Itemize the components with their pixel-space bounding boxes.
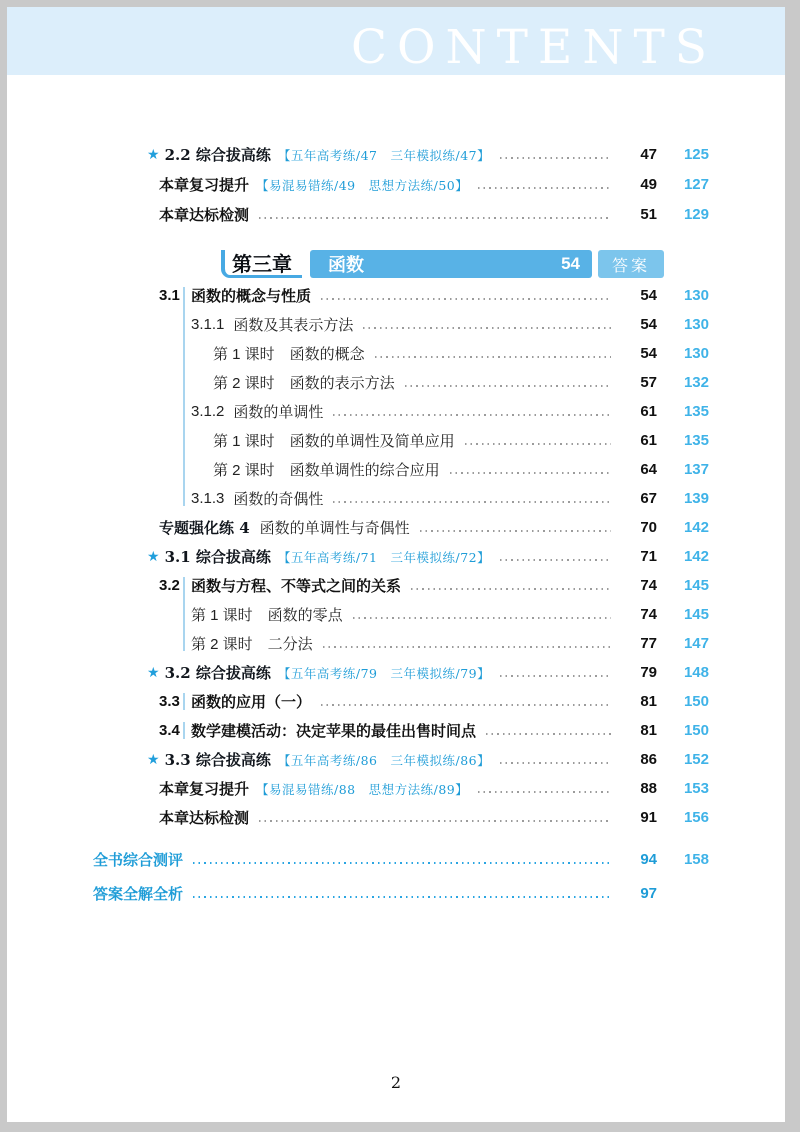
entry-answer-page-number: 142 <box>683 519 709 536</box>
chapter-page: 54 <box>561 254 580 273</box>
entry-title: 函数的奇偶性 <box>233 491 324 508</box>
toc-row <box>159 808 709 827</box>
entry-number: 3.3 <box>159 693 180 710</box>
dot-leader <box>259 217 611 219</box>
book-page <box>7 7 785 1122</box>
dot-leader <box>486 733 611 735</box>
entry-title: 函数的单调性 <box>233 404 324 421</box>
entry-answer-page-number: 130 <box>683 345 709 362</box>
entry-answer-page-number: 129 <box>683 206 709 223</box>
dot-leader <box>500 559 611 561</box>
chapter-bar <box>310 250 592 278</box>
header-band <box>7 7 785 75</box>
toc-row <box>147 750 709 769</box>
dot-leader <box>500 762 611 764</box>
entry-answer-page-number: 150 <box>683 693 709 710</box>
entry-page-number: 79 <box>640 664 657 681</box>
entry-answer-page-number: 125 <box>683 146 709 163</box>
toc-row <box>159 779 709 798</box>
entry-answer-page-number: 137 <box>683 461 709 478</box>
toc-row <box>147 547 709 566</box>
dot-leader <box>450 472 611 474</box>
dot-leader <box>500 675 611 677</box>
dot-leader <box>333 501 611 503</box>
entry-answer-page-number: 150 <box>683 722 709 739</box>
chapter-title: 函数 <box>328 255 364 275</box>
toc-row <box>159 373 709 392</box>
entry-answer-page-number: 158 <box>683 851 709 868</box>
toc-row <box>159 402 709 421</box>
toc-row <box>159 489 709 508</box>
entry-title: 第 1 课时 函数的零点 <box>191 607 343 624</box>
entry-title: 本章达标检测 <box>159 207 250 224</box>
entry-page-number: 91 <box>640 809 657 826</box>
entry-page-number: 88 <box>640 780 657 797</box>
toc-row <box>159 205 709 224</box>
chapter-banner <box>221 250 664 278</box>
entry-answer-page-number: 130 <box>683 316 709 333</box>
toc-row <box>159 315 709 334</box>
entry-title: 本章复习提升 <box>159 781 250 798</box>
entry-subpractice-label: 【易混易错练/49 思想方法练/50】 <box>256 177 469 193</box>
entry-page-number: 70 <box>640 519 657 536</box>
entry-page-number: 81 <box>640 693 657 710</box>
toc-row <box>93 850 709 869</box>
entry-answer-page-number: 153 <box>683 780 709 797</box>
entry-answer-page-number: 145 <box>683 606 709 623</box>
toc-section-chapter2-tail <box>147 145 709 224</box>
entry-number: 3.1.2 <box>191 403 225 420</box>
entry-subpractice-label: 【五年高考练/47 三年模拟练/47】 <box>277 147 491 163</box>
entry-page-number: 54 <box>640 316 657 333</box>
entry-title: 答案全解全析 <box>93 886 184 903</box>
entry-page-number: 51 <box>640 206 657 223</box>
entry-answer-page-number: 130 <box>683 287 709 304</box>
dot-leader <box>420 530 611 532</box>
toc-row <box>159 721 709 740</box>
entry-subpractice-label: 【五年高考练/86 三年模拟练/86】 <box>277 752 491 768</box>
dot-leader <box>411 588 611 590</box>
toc-row <box>147 663 709 682</box>
entry-title: 数学建模活动：决定苹果的最佳出售时间点 <box>191 723 477 740</box>
chapter-label: 第三章 <box>221 250 302 278</box>
entry-page-number: 86 <box>640 751 657 768</box>
entry-page-number: 74 <box>640 577 657 594</box>
toc-row <box>159 518 709 537</box>
toc-row <box>159 576 709 595</box>
entry-page-number: 77 <box>640 635 657 652</box>
dot-leader <box>478 791 611 793</box>
toc-row <box>147 145 709 164</box>
dot-leader <box>500 157 611 159</box>
entry-page-number: 71 <box>640 548 657 565</box>
entry-title: 函数的单调性与奇偶性 <box>259 520 410 537</box>
dot-leader <box>405 385 611 387</box>
star-icon: ★ <box>147 751 160 767</box>
dot-leader <box>333 414 611 416</box>
entry-page-number: 74 <box>640 606 657 623</box>
entry-serif-title: 3.2 综合拔高练 <box>164 664 271 682</box>
entry-page-number: 47 <box>640 146 657 163</box>
toc-row <box>159 605 709 624</box>
entry-page-number: 54 <box>640 287 657 304</box>
entry-title: 全书综合测评 <box>93 852 184 869</box>
entry-serif-title: 3.3 综合拔高练 <box>164 751 271 769</box>
entry-title: 第 1 课时 函数的概念 <box>213 346 365 363</box>
toc-row <box>159 344 709 363</box>
entry-answer-page-number: 142 <box>683 548 709 565</box>
entry-page-number: 57 <box>640 374 657 391</box>
entry-answer-page-number: 127 <box>683 176 709 193</box>
star-icon: ★ <box>147 548 160 564</box>
toc-row <box>159 431 709 450</box>
toc-row <box>159 460 709 479</box>
entry-number: 3.1.1 <box>191 316 225 333</box>
dot-leader <box>478 187 611 189</box>
star-icon: ★ <box>147 146 160 162</box>
entry-page-number: 64 <box>640 461 657 478</box>
entry-answer-page-number: 132 <box>683 374 709 391</box>
dot-leader <box>321 298 611 300</box>
entry-serif-title: 3.1 综合拔高练 <box>164 548 271 566</box>
contents-title: CONTENTS <box>351 20 717 75</box>
entry-page-number: 49 <box>640 176 657 193</box>
entry-title: 第 1 课时 函数的单调性及简单应用 <box>213 433 455 450</box>
entry-page-number: 67 <box>640 490 657 507</box>
entry-page-number: 61 <box>640 403 657 420</box>
dot-leader <box>193 862 611 864</box>
entry-answer-page-number: 135 <box>683 432 709 449</box>
entry-answer-page-number: 148 <box>683 664 709 681</box>
entry-title: 第 2 课时 二分法 <box>191 636 313 653</box>
entry-answer-page-number: 152 <box>683 751 709 768</box>
entry-title: 第 2 课时 函数单调性的综合应用 <box>213 462 440 479</box>
toc-row <box>159 286 709 305</box>
toc-section-book-end <box>93 850 709 903</box>
entry-answer-page-number: 156 <box>683 809 709 826</box>
entry-answer-page-number: 139 <box>683 490 709 507</box>
entry-subpractice-label: 【五年高考练/79 三年模拟练/79】 <box>277 665 491 681</box>
entry-title: 函数与方程、不等式之间的关系 <box>191 578 402 595</box>
dot-leader <box>465 443 611 445</box>
entry-page-number: 94 <box>640 851 657 868</box>
entry-page-number: 54 <box>640 345 657 362</box>
dot-leader <box>353 617 611 619</box>
entry-page-number: 97 <box>640 885 657 902</box>
toc-section-chapter3 <box>147 286 709 827</box>
entry-page-number: 81 <box>640 722 657 739</box>
entry-answer-page-number: 147 <box>683 635 709 652</box>
dot-leader <box>323 646 611 648</box>
entry-subpractice-label: 【易混易错练/88 思想方法练/89】 <box>256 781 469 797</box>
entry-title: 本章达标检测 <box>159 810 250 827</box>
dot-leader <box>363 327 611 329</box>
entry-title: 函数及其表示方法 <box>233 317 354 334</box>
entry-number: 3.1.3 <box>191 490 225 507</box>
page-number: 2 <box>390 1073 402 1092</box>
answer-column-header: 答案 <box>598 250 664 278</box>
table-of-contents <box>7 145 785 903</box>
star-icon: ★ <box>147 664 160 680</box>
entry-title: 第 2 课时 函数的表示方法 <box>213 375 395 392</box>
entry-number: 3.2 <box>159 577 180 594</box>
entry-subpractice-label: 【五年高考练/71 三年模拟练/72】 <box>277 549 491 565</box>
dot-leader <box>375 356 611 358</box>
entry-serif-title: 专题强化练 4 <box>159 519 250 537</box>
entry-page-number: 61 <box>640 432 657 449</box>
entry-answer-page-number: 135 <box>683 403 709 420</box>
entry-number: 3.4 <box>159 722 180 739</box>
entry-number: 3.1 <box>159 287 180 304</box>
toc-row <box>93 884 709 903</box>
entry-title: 函数的概念与性质 <box>191 288 312 305</box>
entry-answer-page-number: 145 <box>683 577 709 594</box>
dot-leader <box>193 896 611 898</box>
dot-leader <box>259 820 611 822</box>
entry-title: 函数的应用（一） <box>191 694 312 711</box>
toc-row <box>159 634 709 653</box>
dot-leader <box>321 704 611 706</box>
entry-serif-title: 2.2 综合拔高练 <box>164 146 271 164</box>
toc-row <box>159 692 709 711</box>
entry-title: 本章复习提升 <box>159 177 250 194</box>
toc-row <box>159 175 709 194</box>
